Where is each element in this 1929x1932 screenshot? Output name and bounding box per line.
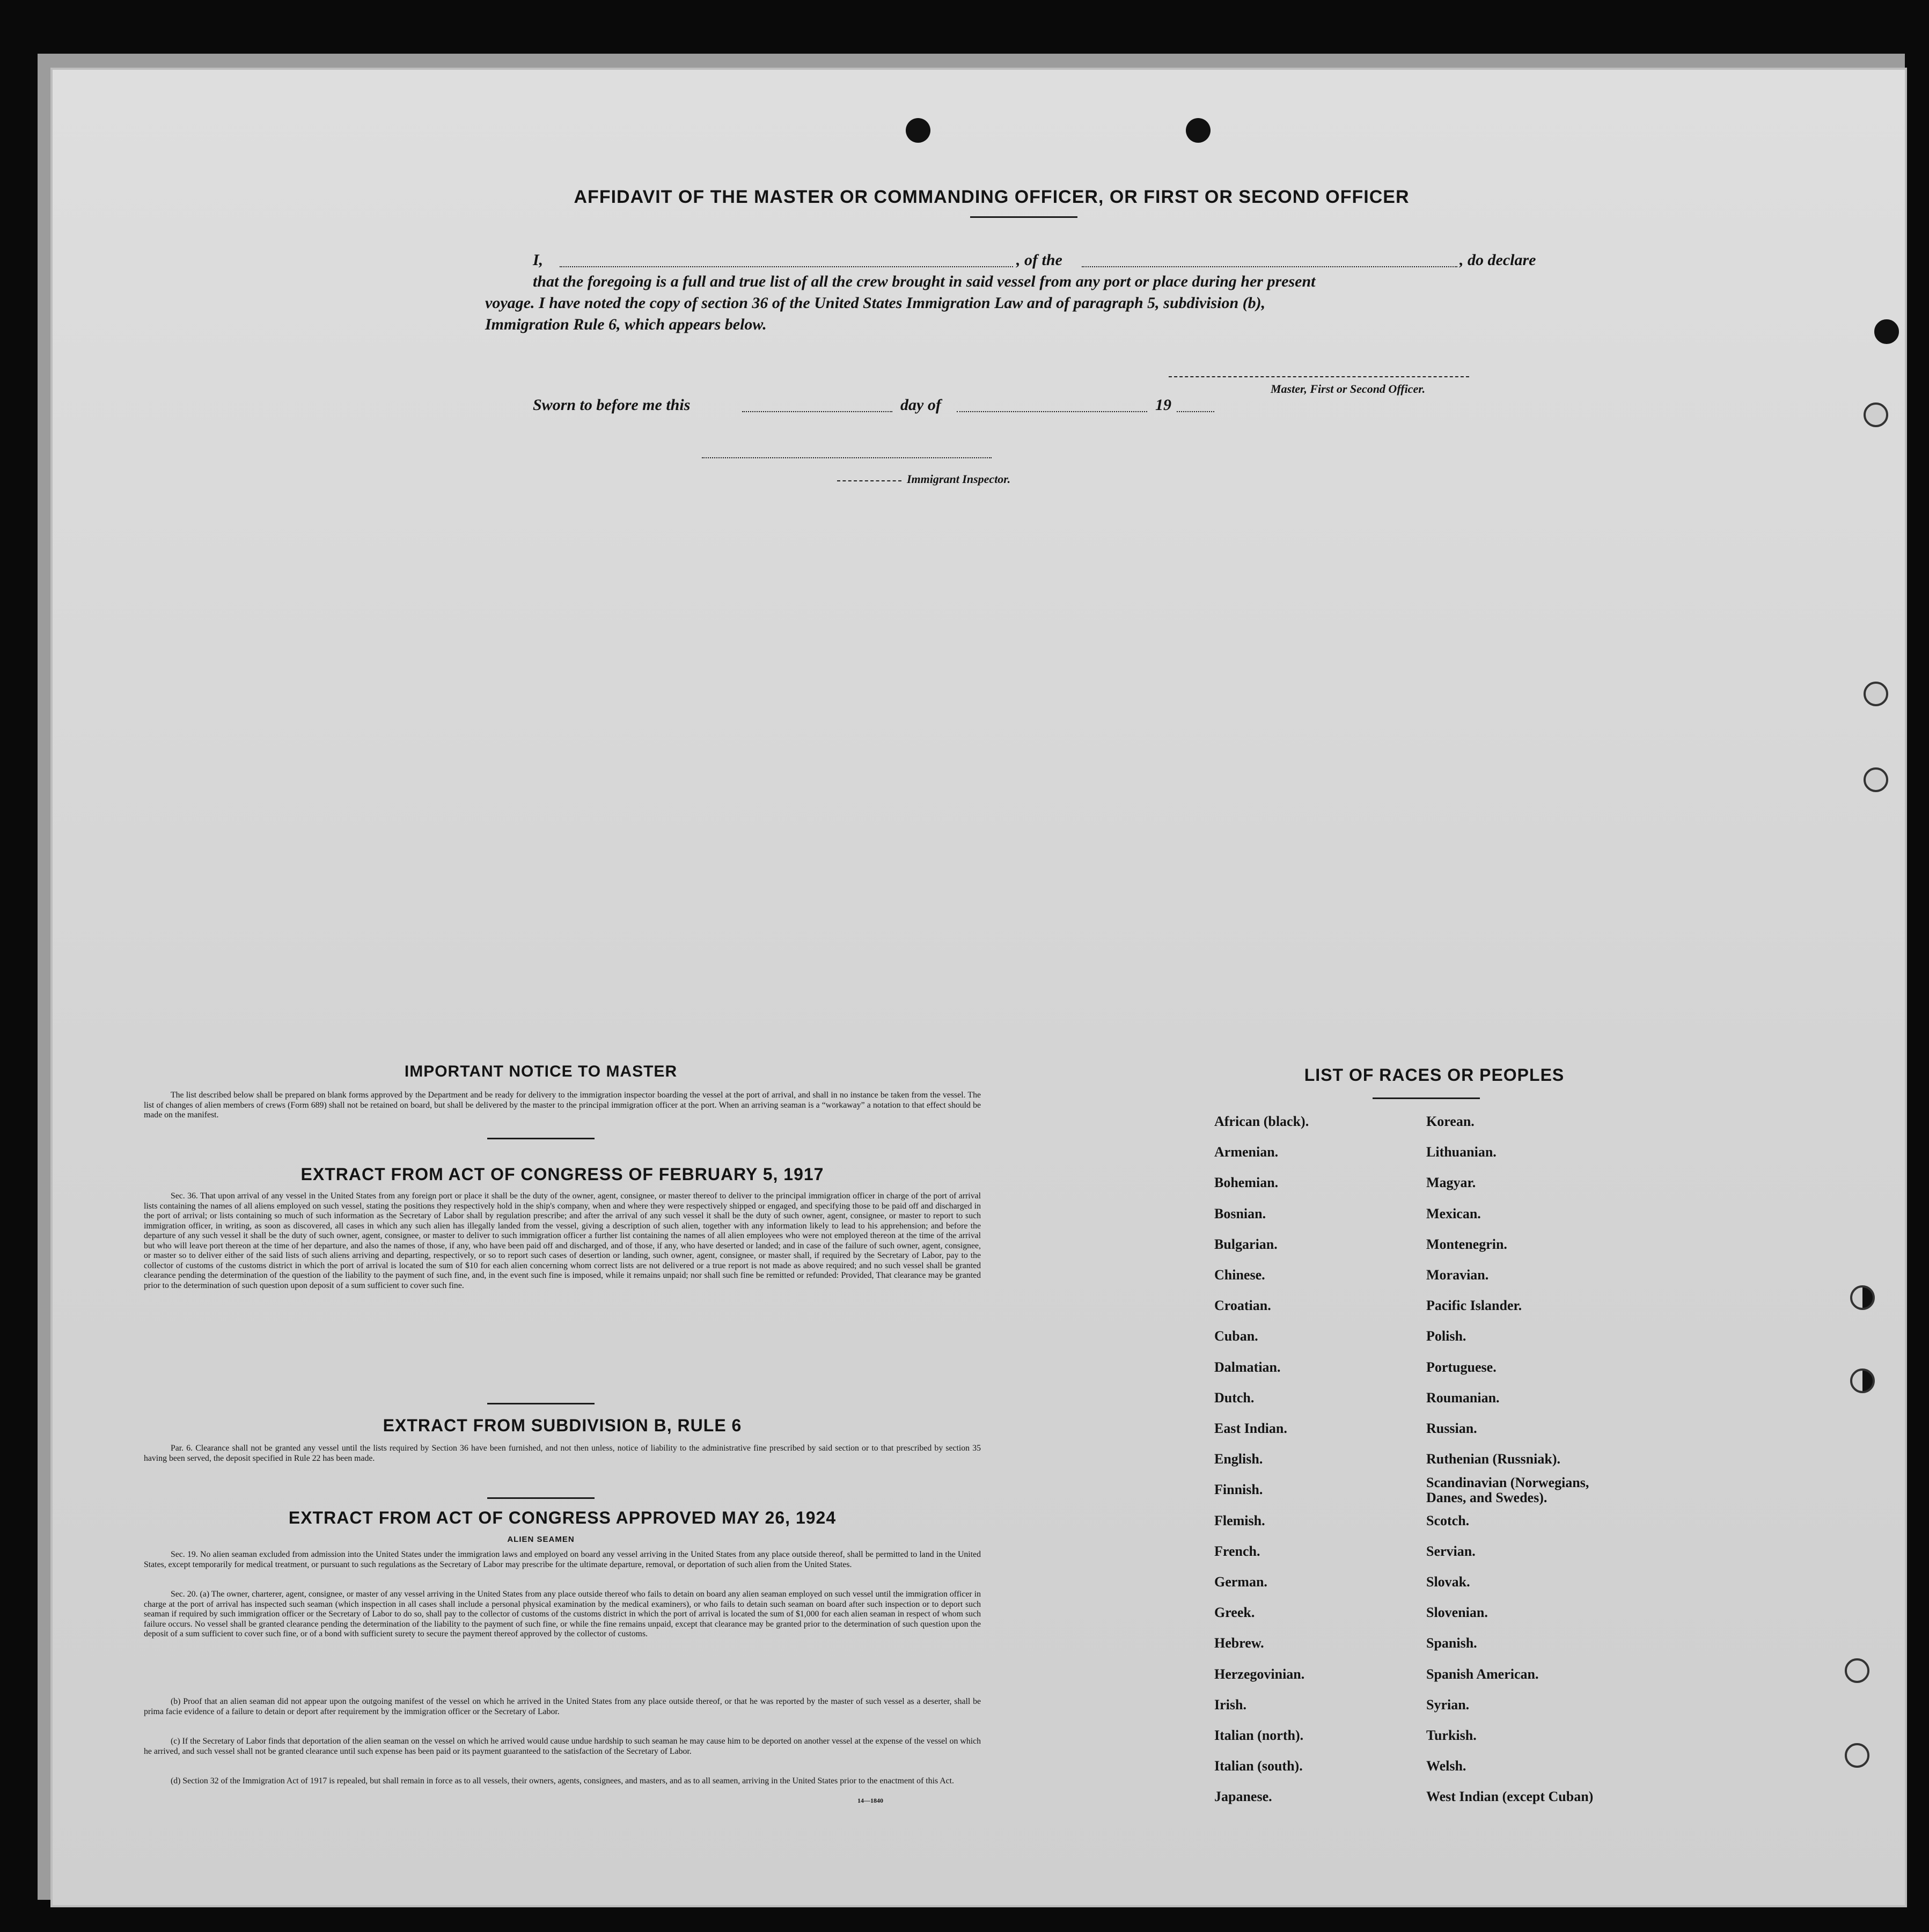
- affidavit-title: AFFIDAVIT OF THE MASTER OR COMMANDING OFFICER, OR FIRST OR SECOND OFFICER: [574, 187, 1410, 207]
- race-item: Roumanian.: [1426, 1389, 1500, 1406]
- inspector-label: Immigrant Inspector.: [907, 472, 1011, 486]
- race-item: Lithuanian.: [1426, 1144, 1497, 1160]
- day-of-label: day of: [900, 396, 941, 414]
- top-punch-hole: [1186, 118, 1211, 143]
- binder-hole: [1864, 402, 1888, 427]
- affidavit-declare-label: , do declare: [1459, 251, 1536, 269]
- race-item: East Indian.: [1214, 1421, 1287, 1436]
- race-item: Welsh.: [1426, 1758, 1466, 1774]
- form-number: 14—1840: [857, 1797, 883, 1804]
- race-item: Spanish.: [1426, 1635, 1477, 1651]
- race-item: Syrian.: [1426, 1696, 1470, 1713]
- affidavit-of-the-label: , of the: [1016, 251, 1062, 269]
- notice-rule: [487, 1138, 595, 1139]
- races-title: LIST OF RACES OR PEOPLES: [1304, 1065, 1565, 1085]
- affidavit-statement-line-2: voyage. I have noted the copy of section 36 of the United States Immigration Law and of paragraph 5, subdivision (b),: [485, 294, 1266, 312]
- race-item: Slovenian.: [1426, 1605, 1488, 1621]
- sworn-day-field[interactable]: [742, 411, 892, 412]
- race-item: Italian (south).: [1214, 1758, 1303, 1774]
- race-item: West Indian (except Cuban): [1426, 1789, 1594, 1805]
- extract-1917-text: Sec. 36. That upon arrival of any vessel in the United States from any foreign port or place it shall be the duty of the owner, agent, consignee, or master thereof to deliver to the principal immigration officer in charge of the port of arrival lists containing the names of all aliens employed on such vessel, stating the positions they respectively hold in the ship's company, when and where they were respectively shipped or engaged, and specifying those to be paid off and discharged in the port of arrival; or lists containing so much of such information as the Secretary of Labor shall by regulation prescribe; and after the arrival of any such vessel it shall be the duty of such owner, agent, consignee, or master to report to such immigration officer, in writing, as soon as discovered, all cases in which any such alien has illegally landed from the vessel, giving a description of such alien, together with any information likely to lead to his apprehension; and before the departure of any such vessel it shall be the duty of such owner, agent, consignee, or master to deliver to such immigration officer a further list containing the names of all alien employees who were not employed thereon at the time of the arrival but who will leave port thereon at the time of her departure, and also the names of those, if any, who have been paid off and discharged, and of those, if any, who have deserted or landed; and in case of the failure of such owner, agent, consignee, or master so to deliver either of the said lists of such aliens arriving and departing, respectively, or so to report such cases of desertion or landing, such owner, agent, consignee, or master shall, if required by the Secretary of Labor, pay to the collector of customs of the customs district in which the port of arrival is located the sum of $10 for each alien concerning whom correct lists are not delivered or a true report is not made as above required; and no such vessel shall be granted clearance pending the determination of the question of the liability to the payment of such fine, and, in the event such fine is imposed, while it remains unpaid; nor shall such fine be remitted or refunded: Provided, That clearance may be granted prior to the determination of such question upon deposit of a sum sufficient to cover such fine.: [144, 1191, 981, 1290]
- race-item: Polish.: [1426, 1328, 1466, 1344]
- race-item: Pacific Islander.: [1426, 1298, 1522, 1314]
- extract-1917-rule: [487, 1403, 595, 1404]
- sworn-year-prefix: 19: [1155, 396, 1171, 414]
- race-item: Finnish.: [1214, 1482, 1263, 1498]
- affidavit-statement-line-3: Immigration Rule 6, which appears below.: [485, 316, 767, 333]
- race-item: Hebrew.: [1214, 1635, 1264, 1651]
- race-item: Slovak.: [1426, 1574, 1470, 1590]
- race-item: Bohemian.: [1214, 1175, 1279, 1191]
- race-item: Bulgarian.: [1214, 1236, 1278, 1252]
- race-item: Portuguese.: [1426, 1359, 1497, 1375]
- race-item: Turkish.: [1426, 1728, 1477, 1743]
- race-item: Italian (north).: [1214, 1728, 1304, 1743]
- race-item: Spanish American.: [1426, 1666, 1539, 1682]
- race-item: Servian.: [1426, 1543, 1476, 1559]
- sworn-year-field[interactable]: [1177, 411, 1214, 412]
- binder-hole: [1850, 1285, 1875, 1310]
- manifest-page: [53, 70, 1905, 1905]
- race-item: Cuban.: [1214, 1328, 1258, 1344]
- race-item: Japanese.: [1214, 1789, 1272, 1805]
- extract-rule6-rule: [487, 1497, 595, 1499]
- extract-1924-sec20a: Sec. 20. (a) The owner, charterer, agent, consignee, or master of any vessel arriving in the United States from any place outside thereof who fails to detain on board any alien seaman employed on such vessel until the immigration officer in charge at the port of arrival has inspected such seaman (which inspection in all cases shall include a personal physical examination by the medical examiners), or who fails to detain such seaman on board after such inspection or to deport such seaman if required by such immigration officer or the Secretary of Labor to do so, shall pay to the collector of customs of the customs district in which the port of arrival is located the sum of $1,000 for each alien seaman in respect of whom such failure occurs. No vessel shall be granted clearance pending the determination of the liability to the payment of such fine, or while the fine remains unpaid, except that clearance may be granted prior to the determination of such question upon the deposit of a sum sufficient to cover such fine, or of a bond with sufficient surety to secure the payment thereof approved by the collector of customs.: [144, 1590, 981, 1638]
- race-item: Montenegrin.: [1426, 1236, 1507, 1252]
- binder-hole: [1850, 1368, 1875, 1393]
- top-punch-hole: [906, 118, 930, 143]
- extract-1924-sec20c: (c) If the Secretary of Labor finds that deportation of the alien seaman on the vessel on which he arrived would cause undue hardship to such seaman he may cause him to be deported on another vessel at the expense of the vessel on which he arrived, and such vessel shall not be granted clearance until such expense has been paid or its payment guaranteed to the satisfaction of the Secretary of Labor.: [144, 1737, 981, 1756]
- sworn-month-field[interactable]: [957, 411, 1147, 412]
- race-item: Irish.: [1214, 1696, 1246, 1713]
- race-item: Scandinavian (Norwegians, Danes, and Swedes).: [1426, 1475, 1589, 1506]
- extract-1924-sec20d: (d) Section 32 of the Immigration Act of 1917 is repealed, but shall remain in force as to all vessels, their owners, agents, consignees, and masters, and as to all seamen, arriving in the United States prior to the enactment of this Act.: [171, 1776, 954, 1785]
- extract-1924-title: EXTRACT FROM ACT OF CONGRESS APPROVED MAY 26, 1924: [288, 1508, 837, 1527]
- race-item: Korean.: [1426, 1114, 1475, 1129]
- race-item: German.: [1214, 1574, 1267, 1590]
- master-name-field[interactable]: [560, 266, 1013, 267]
- binder-hole: [1864, 682, 1888, 706]
- extract-1924-sec19: Sec. 19. No alien seaman excluded from admission into the United States under the immigration laws and employed on board any vessel arriving in the United States from any place outside thereof, shall be permitted to land in the United States, except temporarily for medical treatment, or pursuant to such regulations as the Secretary of Labor may prescribe for the ultimate departure, removal, or deportation of such alien from the United States.: [144, 1550, 981, 1569]
- inspector-signature-line[interactable]: [702, 457, 992, 458]
- inspector-label-leader: [837, 480, 901, 481]
- race-item: Dalmatian.: [1214, 1359, 1281, 1375]
- race-item: Chinese.: [1214, 1267, 1265, 1283]
- bleed-through-title: [375, 150, 1716, 188]
- extract-1924-sec20b: (b) Proof that an alien seaman did not appear upon the outgoing manifest of the vessel on which he arrived in the United States from any place outside thereof, or that he was reported by the master of such vessel as a deserter, shall be prima facie evidence of a failure to detain or deport after requirement by the immigration officer or the Secretary of Labor.: [144, 1697, 981, 1716]
- sworn-label: Sworn to before me this: [533, 396, 691, 414]
- race-item: African (black).: [1214, 1114, 1309, 1129]
- master-signature-line[interactable]: [1169, 376, 1469, 377]
- race-item: Russian.: [1426, 1421, 1477, 1436]
- extract-rule6-text: Par. 6. Clearance shall not be granted any vessel until the lists required by Section 36 have been furnished, and not then unless, notice of liability to the administrative fine prescribed by said section or to that prescribed by section 35 having been served, the deposit specified in Rule 22 has been made.: [144, 1444, 981, 1463]
- race-item: Ruthenian (Russniak).: [1426, 1451, 1560, 1467]
- race-item: Herzegovinian.: [1214, 1666, 1305, 1682]
- affidavit-rule: [970, 216, 1077, 218]
- extract-1924-subtitle: ALIEN SEAMEN: [507, 1535, 575, 1544]
- race-item: Croatian.: [1214, 1298, 1271, 1314]
- notice-text: The list described below shall be prepared on blank forms approved by the Department and be ready for delivery to the immigration inspector boarding the vessel at the port of arrival, and shall in no instance be taken from the vessel. The list of changes of alien members of crews (Form 689) shall not be retained on board, but shall be delivered by the master to the principal immigration officer at the port. When an arriving seaman is a “workaway” a notation to that effect should be made on the manifest.: [144, 1091, 981, 1119]
- race-item: Flemish.: [1214, 1512, 1265, 1528]
- race-item: Armenian.: [1214, 1144, 1279, 1160]
- race-item: English.: [1214, 1451, 1263, 1467]
- race-item: French.: [1214, 1543, 1260, 1559]
- master-signature-label: Master, First or Second Officer.: [1271, 382, 1426, 396]
- vessel-name-field[interactable]: [1082, 266, 1457, 267]
- affidavit-i-label: I,: [533, 251, 544, 269]
- race-item: Scotch.: [1426, 1512, 1470, 1528]
- binder-hole: [1845, 1658, 1869, 1683]
- races-rule: [1373, 1097, 1480, 1099]
- extract-1917-title: EXTRACT FROM ACT OF CONGRESS OF FEBRUARY 5, 1917: [300, 1165, 824, 1184]
- binder-hole: [1864, 767, 1888, 792]
- affidavit-statement-line-1: that the foregoing is a full and true list of all the crew brought in said vessel from any port or place during her present: [533, 273, 1316, 290]
- race-item: Magyar.: [1426, 1175, 1476, 1191]
- race-item: Dutch.: [1214, 1389, 1255, 1406]
- extract-rule6-title: EXTRACT FROM SUBDIVISION B, RULE 6: [383, 1416, 742, 1435]
- race-item: Greek.: [1214, 1605, 1255, 1621]
- race-item: Moravian.: [1426, 1267, 1489, 1283]
- race-item: Bosnian.: [1214, 1205, 1266, 1221]
- binder-hole: [1845, 1743, 1869, 1768]
- binder-hole: [1874, 319, 1899, 344]
- notice-title: IMPORTANT NOTICE TO MASTER: [404, 1063, 678, 1080]
- race-item: Mexican.: [1426, 1205, 1481, 1221]
